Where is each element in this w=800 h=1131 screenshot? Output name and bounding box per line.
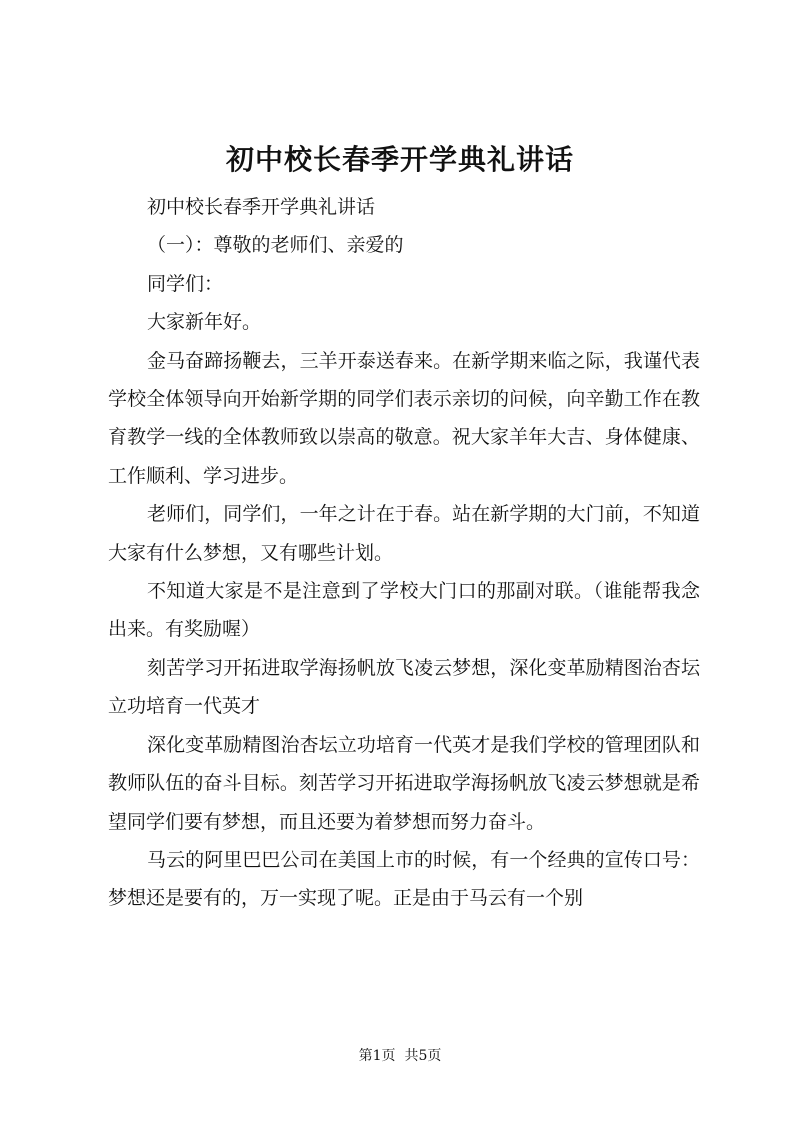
paragraph: 不知道大家是不是注意到了学校大门口的那副对联。（谁能帮我念出来。有奖励喔） bbox=[108, 580, 700, 641]
paragraph: 马云的阿里巴巴公司在美国上市的时候，有一个经典的宣传口号：梦想还是要有的，万一实现了呢。正是由于马云有一个别 bbox=[108, 848, 700, 910]
document-title: 初中校长春季开学典礼讲话 bbox=[225, 143, 574, 176]
page-footer bbox=[0, 1046, 800, 1066]
paragraph: 大家新年好。 bbox=[147, 311, 262, 334]
paragraph: 同学们： bbox=[147, 272, 224, 295]
paragraph: 刻苦学习开拓进取学海扬帆放飞凌云梦想，深化变革励精图治杏坛立功培育一代英才 bbox=[108, 656, 700, 718]
paragraph: 老师们，同学们，一年之计在于春。站在新学期的大门前，不知道大家有什么梦想，又有哪些计划。 bbox=[108, 503, 700, 564]
paragraph: 金马奋蹄扬鞭去，三羊开泰送春来。在新学期来临之际，我谨代表学校全体领导向开始新学期的同学们表示亲切的问候，向辛勤工作在教育教学一线的全体教师致以崇高的敬意。祝大家羊年大吉、身体健康、工作顺利、学习进步。 bbox=[108, 349, 700, 487]
paragraph: 初中校长春季开学典礼讲话 bbox=[147, 196, 376, 218]
page-number-total: 5 bbox=[418, 1048, 428, 1064]
page-number-prefix: 第 bbox=[358, 1048, 373, 1064]
paragraph: 深化变革励精图治杏坛立功培育一代英才是我们学校的管理团队和教师队伍的奋斗目标。刻苦学习开拓进取学海扬帆放飞凌云梦想就是希望同学们要有梦想，而且还要为着梦想而努力奋斗。 bbox=[108, 733, 700, 833]
page-number-mid: 页 共 bbox=[381, 1048, 419, 1064]
page-number-current: 1 bbox=[372, 1048, 382, 1064]
document-body bbox=[108, 188, 700, 918]
page-number-suffix: 页 bbox=[427, 1048, 442, 1064]
paragraph: （一）：尊敬的老师们、亲爱的 bbox=[147, 234, 404, 257]
